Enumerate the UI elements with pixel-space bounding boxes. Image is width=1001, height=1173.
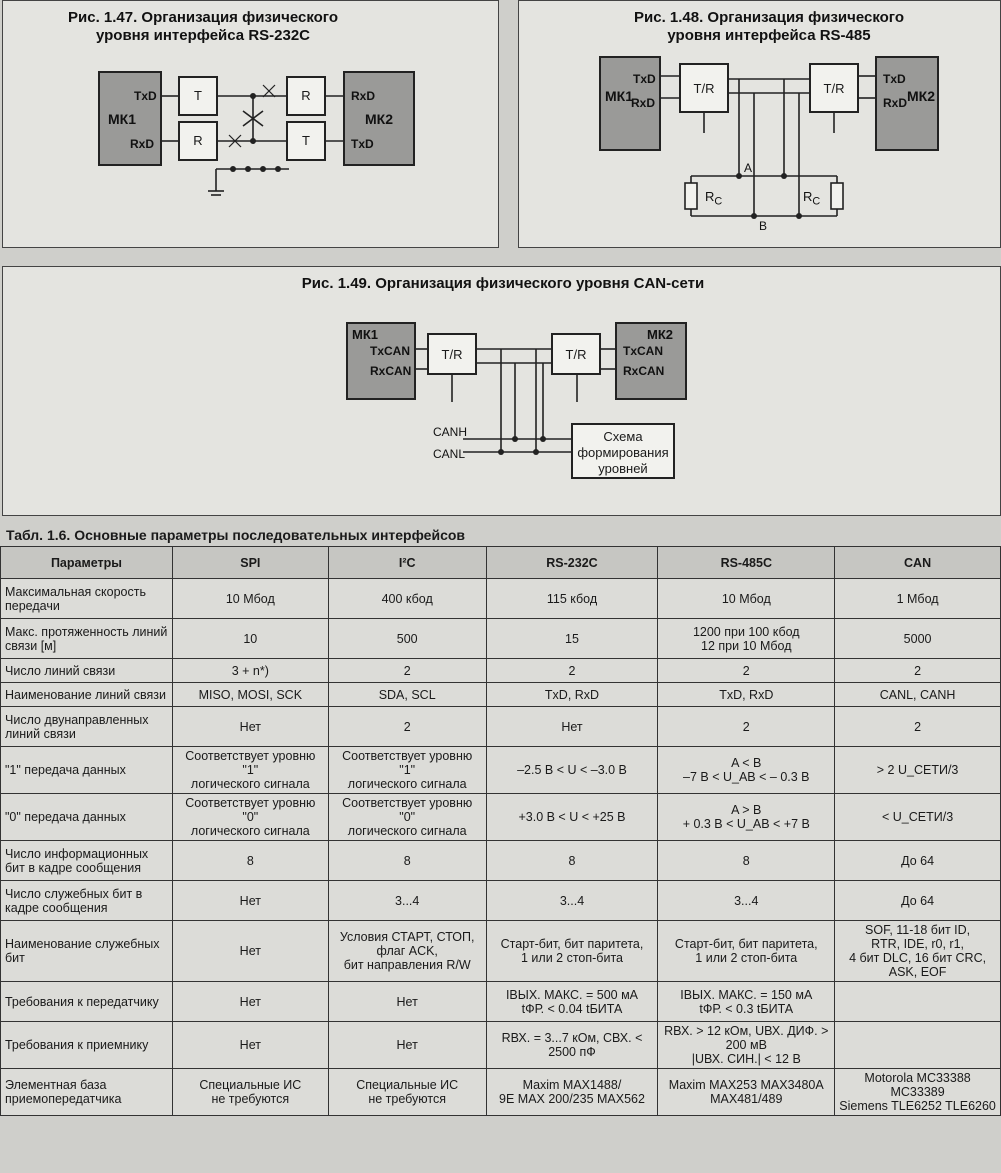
table-row	[1, 619, 1001, 659]
fig148-tr-right: T/R	[809, 63, 859, 113]
param-name-cell: Число линий связи	[1, 659, 173, 683]
param-name-cell: Требования к приемнику	[1, 1022, 173, 1069]
table-cell: 2	[486, 659, 658, 683]
table-cell: Нет	[172, 982, 328, 1022]
table-cell: 500	[328, 619, 486, 659]
table-row	[1, 841, 1001, 881]
table-row	[1, 683, 1001, 707]
fig147-wiring	[3, 1, 500, 249]
param-name-cell: Наименование линий связи	[1, 683, 173, 707]
table-cell: 1200 при 100 кбод 12 при 10 Мбод	[658, 619, 835, 659]
table-cell: 8	[172, 841, 328, 881]
param-name-cell: Макс. протяженность линий связи [м]	[1, 619, 173, 659]
fig149-mk1-block: МК1 TxCAN RxCAN	[346, 322, 416, 400]
table-cell: 2	[328, 707, 486, 747]
figure-1-49	[2, 266, 1001, 516]
table-header-row	[1, 547, 1001, 579]
param-name-cell: Элементная база приемопередатчика	[1, 1069, 173, 1116]
table-cell: Соответствует уровню "1" логического сигнала	[172, 747, 328, 794]
col-header: I²C	[328, 547, 486, 579]
fig149-mk2-block: МК2 TxCAN RxCAN	[615, 322, 687, 400]
table-cell: Нет	[172, 707, 328, 747]
fig147-t-right: T	[286, 121, 326, 161]
table-cell: RВХ. > 12 кОм, UВХ. ДИФ. > 200 мВ |UВХ. СИН.| < 12 В	[658, 1022, 835, 1069]
table-row	[1, 659, 1001, 683]
fig147-title: Рис. 1.47. Организация физического уровня интерфейса RS-232C	[68, 9, 338, 44]
param-name-cell: Число двунаправленных линий связи	[1, 707, 173, 747]
table-cell: Нет	[172, 881, 328, 921]
col-header: SPI	[172, 547, 328, 579]
col-header: RS-485C	[658, 547, 835, 579]
table-row	[1, 1022, 1001, 1069]
table-cell: 115 кбод	[486, 579, 658, 619]
fig148-line-b: B	[759, 219, 768, 233]
table-cell: Старт-бит, бит паритета, 1 или 2 стоп-бита	[486, 921, 658, 982]
table-cell: 15	[486, 619, 658, 659]
table-cell: 3...4	[486, 881, 658, 921]
col-header: Параметры	[1, 547, 173, 579]
table-cell: IВЫХ. МАКС. = 150 мА tФР. < 0.3 tБИТА	[658, 982, 835, 1022]
table-row	[1, 982, 1001, 1022]
table-cell: Старт-бит, бит паритета, 1 или 2 стоп-бита	[658, 921, 835, 982]
fig147-t-left: T	[178, 76, 218, 116]
figure-1-48	[518, 0, 1001, 248]
table-row	[1, 747, 1001, 794]
fig147-mk1-block: TxD МК1 RxD	[98, 71, 162, 166]
table-cell: 10	[172, 619, 328, 659]
table-cell: Нет	[172, 1022, 328, 1069]
table-cell: +3.0 В < U < +25 В	[486, 794, 658, 841]
table-cell: Специальные ИС не требуются	[172, 1069, 328, 1116]
fig148-rc-right: $R_C$	[803, 189, 821, 208]
param-name-cell: Число служебных бит в кадре сообщения	[1, 881, 173, 921]
table-cell: Нет	[328, 982, 486, 1022]
table-cell: 2	[835, 659, 1001, 683]
fig148-mk1-block: TxD МК1 RxD	[599, 56, 661, 151]
table-cell: 10 Мбод	[172, 579, 328, 619]
table-row	[1, 707, 1001, 747]
table-cell: Нет	[172, 921, 328, 982]
table-cell: TxD, RxD	[486, 683, 658, 707]
table-cell: > 2 U_СЕТИ/3	[835, 747, 1001, 794]
table-cell: 1 Мбод	[835, 579, 1001, 619]
table-cell: 8	[328, 841, 486, 881]
table-cell: SDA, SCL	[328, 683, 486, 707]
table-cell: Motorola MC33388 MC33389 Siemens TLE6252 TLE6260	[835, 1069, 1001, 1116]
table-cell: Соответствует уровню "0" логического сигнала	[328, 794, 486, 841]
table-cell: 3 + n*)	[172, 659, 328, 683]
fig147-r-left: R	[178, 121, 218, 161]
table-row	[1, 1069, 1001, 1116]
fig148-title: Рис. 1.48. Организация физического уровня интерфейса RS-485	[634, 9, 904, 44]
table-cell: A < B –7 В < U_AB < – 0.3 В	[658, 747, 835, 794]
fig149-levels-box: Схема формирования уровней	[571, 423, 675, 479]
table-cell: 3...4	[328, 881, 486, 921]
table-body	[1, 579, 1001, 1116]
param-name-cell: Требования к передатчику	[1, 982, 173, 1022]
params-table	[0, 546, 1001, 1116]
table-cell: 2	[658, 659, 835, 683]
fig148-mk2-block: TxD МК2 RxD	[875, 56, 939, 151]
table-cell: Специальные ИС не требуются	[328, 1069, 486, 1116]
table-row	[1, 579, 1001, 619]
table-cell: 5000	[835, 619, 1001, 659]
table-cell: TxD, RxD	[658, 683, 835, 707]
table-row	[1, 881, 1001, 921]
param-name-cell: Число информационных бит в кадре сообщения	[1, 841, 173, 881]
table-cell: < U_СЕТИ/3	[835, 794, 1001, 841]
table-cell: 2	[835, 707, 1001, 747]
table-cell: 2	[328, 659, 486, 683]
table-cell: RВХ. = 3...7 кОм, CВХ. < 2500 пФ	[486, 1022, 658, 1069]
table-cell: A > B + 0.3 В < U_AB < +7 В	[658, 794, 835, 841]
fig148-rc-left: $R_C$	[705, 189, 723, 208]
table-cell: 10 Мбод	[658, 579, 835, 619]
table-cell: Нет	[328, 1022, 486, 1069]
table-cell: 400 кбод	[328, 579, 486, 619]
table-cell: MISO, MOSI, SCK	[172, 683, 328, 707]
table-row	[1, 921, 1001, 982]
table-cell: Maxim MAX253 MAX3480A MAX481/489	[658, 1069, 835, 1116]
table-cell: Условия СТАРТ, СТОП, флаг ACK, бит направления R/W	[328, 921, 486, 982]
table-cell: –2.5 В < U < –3.0 В	[486, 747, 658, 794]
table-cell: 8	[486, 841, 658, 881]
fig148-tr-left: T/R	[679, 63, 729, 113]
table-cell: SOF, 11-18 бит ID, RTR, IDE, r0, r1, 4 бит DLC, 16 бит CRC, ASK, EOF	[835, 921, 1001, 982]
fig149-tr-right: T/R	[551, 333, 601, 375]
fig149-tr-left: T/R	[427, 333, 477, 375]
table-cell: 8	[658, 841, 835, 881]
table-cell	[835, 1022, 1001, 1069]
fig149-title: Рис. 1.49. Организация физического уровня CAN-сети	[301, 275, 705, 292]
fig149-wiring	[3, 267, 1001, 517]
fig149-canh-label: CANH	[433, 425, 468, 439]
param-name-cell: Максимальная скорость передачи	[1, 579, 173, 619]
table-title: Табл. 1.6. Основные параметры последовательных интерфейсов	[6, 527, 466, 543]
table-cell: Нет	[486, 707, 658, 747]
col-header: CAN	[835, 547, 1001, 579]
fig149-canl-label: CANL	[433, 447, 466, 461]
table-row	[1, 794, 1001, 841]
param-name-cell: "1" передача данных	[1, 747, 173, 794]
table-cell: 3...4	[658, 881, 835, 921]
table-cell	[835, 982, 1001, 1022]
table-cell: Соответствует уровню "1" логического сигнала	[328, 747, 486, 794]
table-cell: IВЫХ. МАКС. = 500 мА tФР. < 0.04 tБИТА	[486, 982, 658, 1022]
param-name-cell: "0" передача данных	[1, 794, 173, 841]
fig147-r-right: R	[286, 76, 326, 116]
param-name-cell: Наименование служебных бит	[1, 921, 173, 982]
fig147-mk2-block: RxD МК2 TxD	[343, 71, 415, 166]
figure-1-47	[2, 0, 499, 248]
table-cell: До 64	[835, 881, 1001, 921]
table-cell: Maxim MAX1488/ 9E MAX 200/235 MAX562	[486, 1069, 658, 1116]
table-cell: 2	[658, 707, 835, 747]
table-cell: До 64	[835, 841, 1001, 881]
col-header: RS-232C	[486, 547, 658, 579]
table-cell: Соответствует уровню "0" логического сигнала	[172, 794, 328, 841]
table-cell: CANL, CANH	[835, 683, 1001, 707]
fig148-line-a: A	[744, 161, 753, 175]
